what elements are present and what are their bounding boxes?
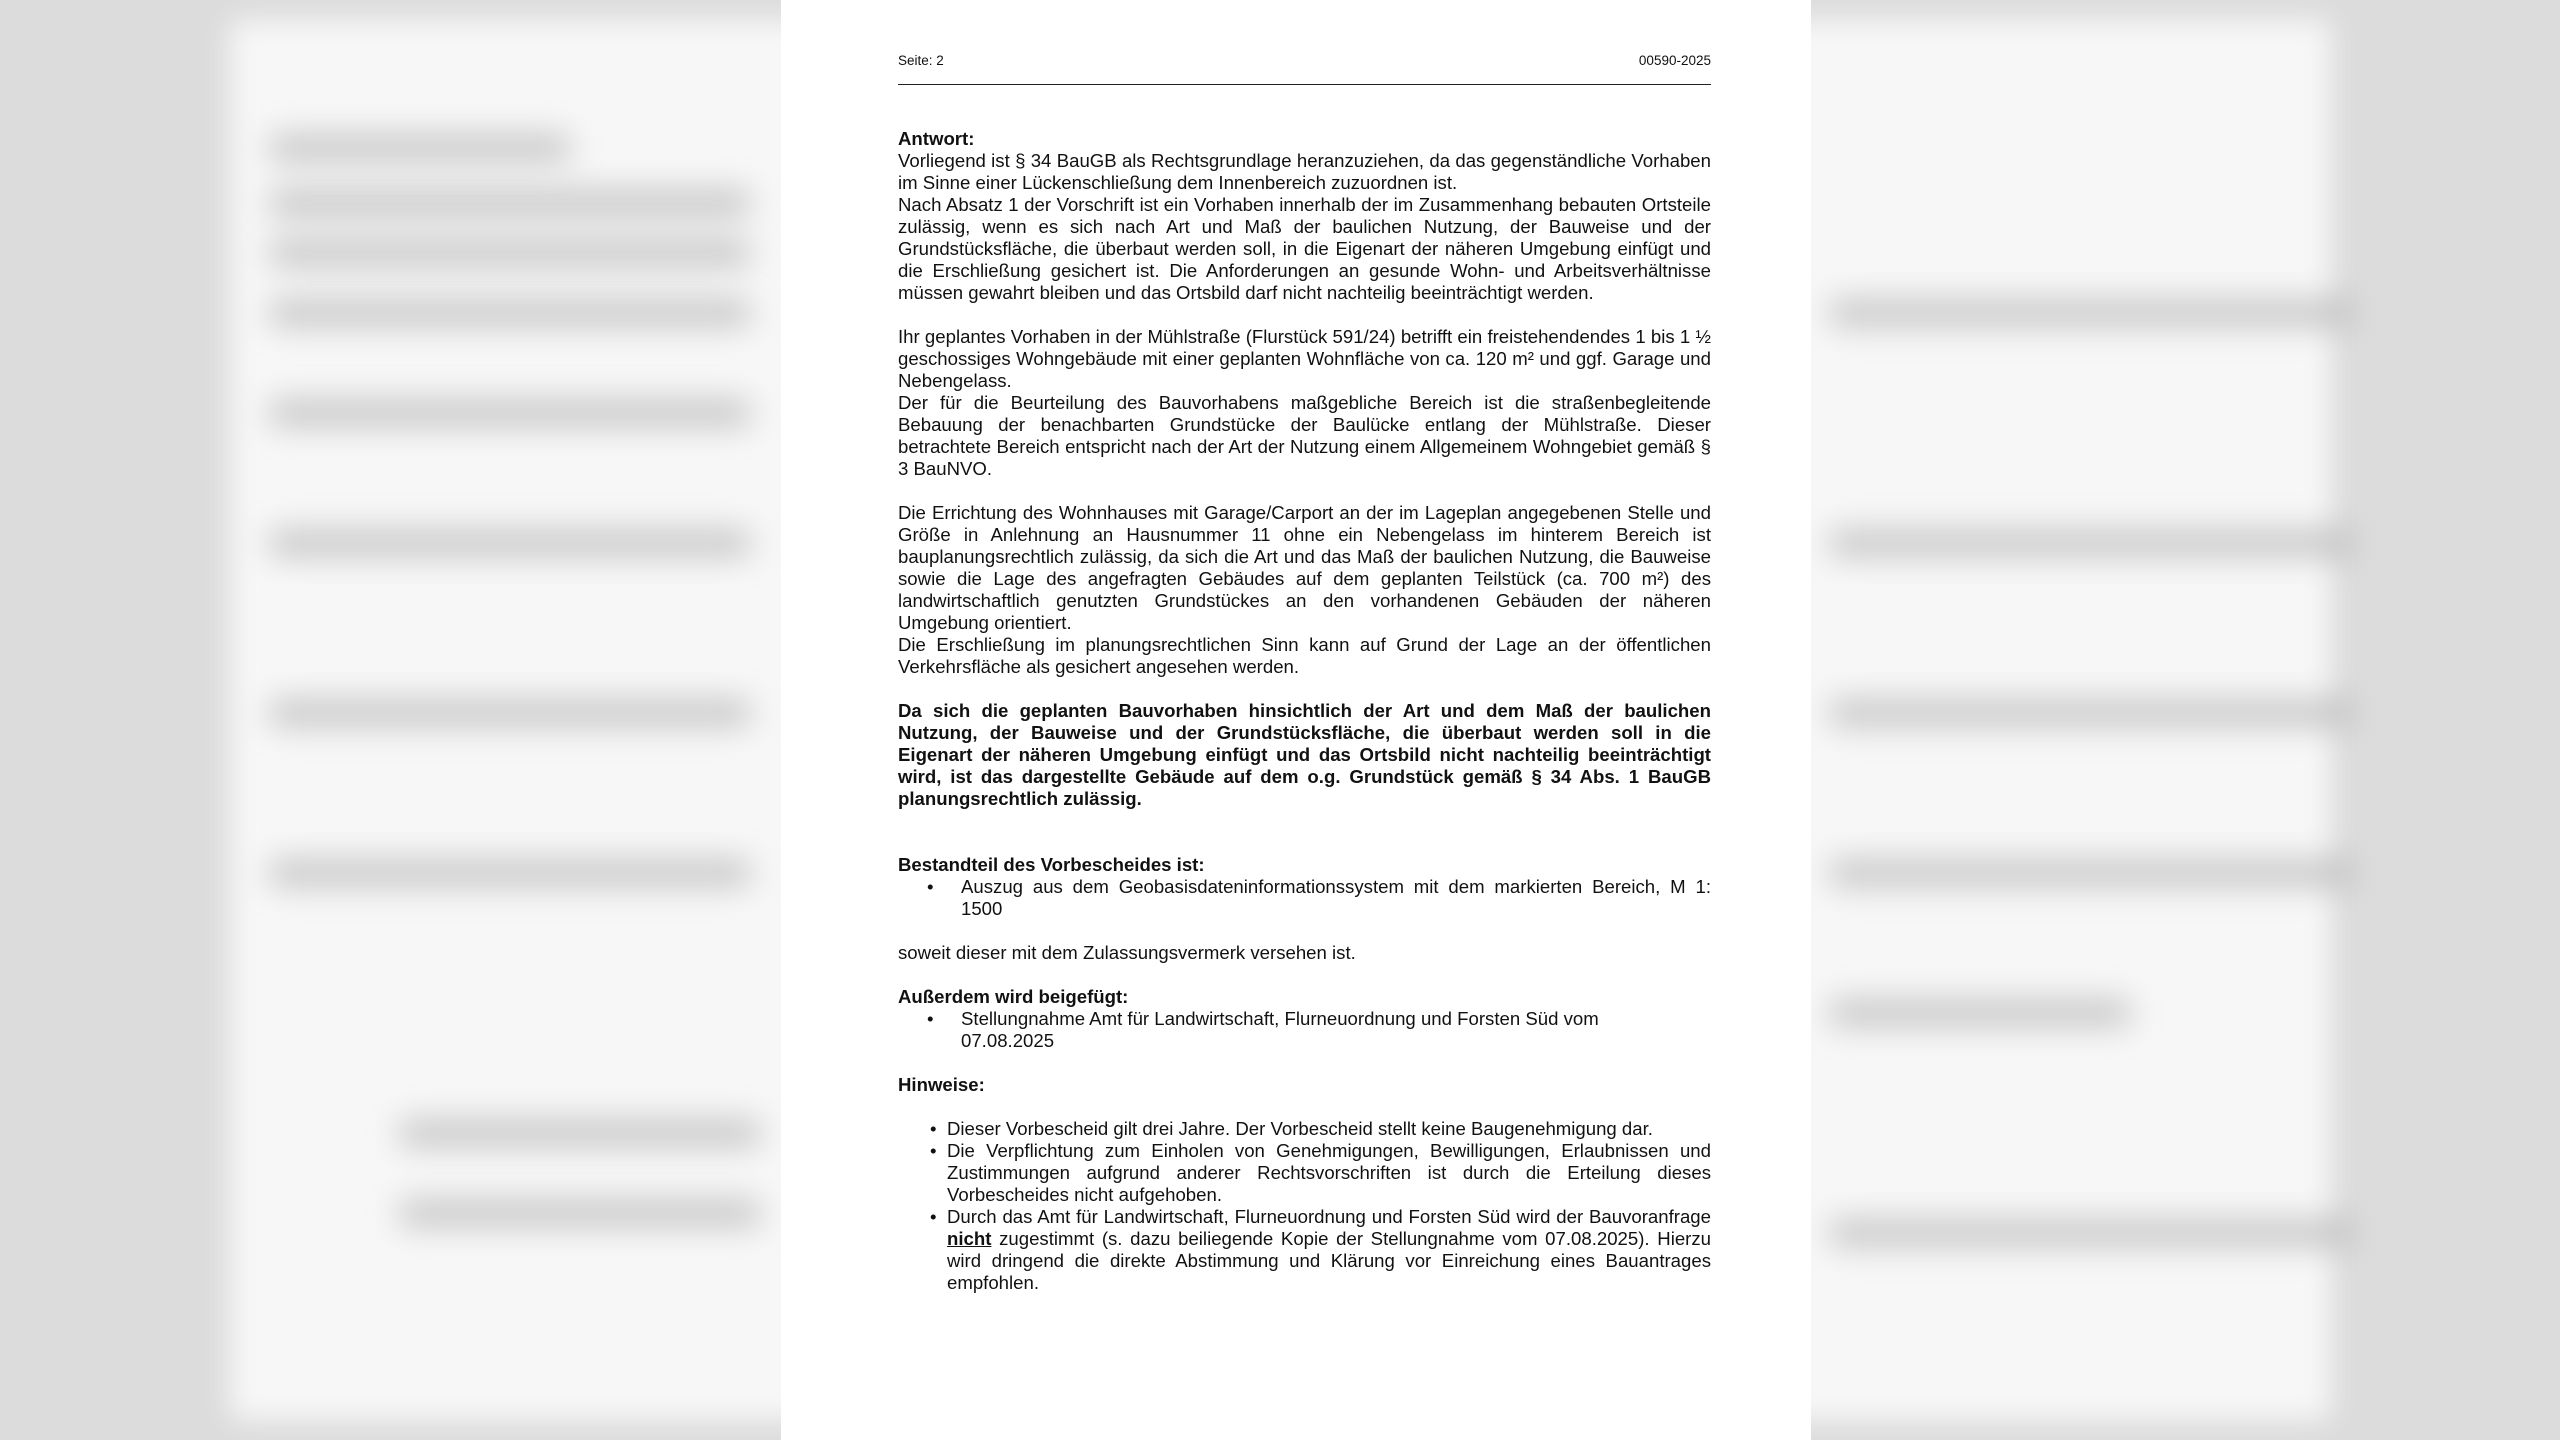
blur-line	[270, 700, 750, 726]
answer-paragraph: Ihr geplantes Vorhaben in der Mühlstraße (Flurstück 591/24) betrifft ein freistehendendes 1 bis 1 ½ geschossiges Wohngebäude mit einer geplanten Wohnfläche von ca. 120 m² und ggf. Garage und Nebengelass.	[898, 326, 1711, 391]
page-number-label: Seite: 2	[898, 53, 944, 68]
bestandteil-heading: Bestandteil des Vorbescheides ist:	[898, 854, 1205, 875]
document-body	[898, 128, 1711, 1294]
hinweis-text: zugestimmt (s. dazu beiliegende Kopie der Stellungnahme vom 07.08.2025). Hierzu wird dringend die direkte Abstimmung und Klärung vor Einreichung eines Bauantrages empfohlen.	[947, 1228, 1711, 1293]
document-page	[781, 0, 1811, 1440]
bestandteil-list	[898, 876, 1711, 920]
beigefuegt-list	[898, 1008, 1711, 1052]
emphasis-nicht: nicht	[947, 1228, 992, 1249]
blur-line	[1830, 700, 2350, 726]
list-item	[898, 1206, 1711, 1294]
document-number: 00590-2025	[1638, 53, 1711, 68]
hinweise-list	[898, 1118, 1711, 1294]
blur-line	[1830, 1000, 2130, 1026]
blur-line	[400, 1120, 760, 1146]
blur-line	[1830, 300, 2350, 326]
page-header	[898, 50, 1711, 85]
list-item: • Stellungnahme Amt für Landwirtschaft, Flurneuordnung und Forsten Süd vom 07.08.2025	[898, 1008, 1711, 1052]
beigefuegt-heading: Außerdem wird beigefügt:	[898, 986, 1129, 1007]
blur-line	[270, 400, 750, 426]
hinweis-text: Durch das Amt für Landwirtschaft, Flurneuordnung und Forsten Süd wird der Bauvoranfrage	[947, 1206, 1711, 1227]
blur-line	[1830, 1220, 2350, 1246]
blur-line	[270, 860, 750, 886]
blur-line	[400, 1200, 760, 1226]
blur-line	[270, 530, 750, 556]
answer-paragraph: Vorliegend ist § 34 BauGB als Rechtsgrundlage heranzuziehen, da das gegenständliche Vorhaben im Sinne einer Lückenschließung dem Innenbereich zuzuordnen ist.	[898, 150, 1711, 193]
list-item: • Auszug aus dem Geobasisdateninformationssystem mit dem markierten Bereich, M 1: 1500	[898, 876, 1711, 920]
answer-paragraph: Nach Absatz 1 der Vorschrift ist ein Vorhaben innerhalb der im Zusammenhang bebauten Ortsteile zulässig, wenn es sich nach Art und Maß der baulichen Nutzung, der Bauweise und der Grundstücksfläche, die überbaut werden soll, in die Eigenart der näheren Umgebung einfügt und die Erschließung gesichert ist. Die Anforderungen an gesunde Wohn- und Arbeitsverhältnisse müssen gewahrt bleiben und das Ortsbild darf nicht nachteilig beeinträchtigt werden.	[898, 194, 1711, 303]
answer-paragraph: Die Errichtung des Wohnhauses mit Garage/Carport an der im Lageplan angegebenen Stelle und Größe in Anlehnung an Hausnummer 11 ohne ein Nebengelass im hinterem Bereich ist bauplanungsrechtlich zulässig, da sich die Art und das Maß der baulichen Nutzung, die Bauweise sowie die Lage des angefragten Gebäudes auf dem geplanten Teilstück (ca. 700 m²) des landwirtschaftlich genutzten Grundstückes an den vorhandenen Gebäuden der näheren Umgebung orientiert.	[898, 502, 1711, 633]
blur-line	[1830, 860, 2350, 886]
bestandteil-note: soweit dieser mit dem Zulassungsvermerk versehen ist.	[898, 942, 1356, 963]
hinweise-heading: Hinweise:	[898, 1074, 985, 1095]
list-item: • Die Verpflichtung zum Einholen von Genehmigungen, Bewilligungen, Erlaubnissen und Zustimmungen aufgrund anderer Rechtsvorschriften ist durch die Erteilung dieses Vorbescheides nicht aufgehoben.	[898, 1140, 1711, 1206]
blur-line	[270, 300, 750, 326]
answer-paragraph: Der für die Beurteilung des Bauvorhabens maßgebliche Bereich ist die straßenbegleitende Bebauung der benachbarten Grundstücke der Baulücke entlang der Mühlstraße. Dieser betrachtete Bereich entspricht nach der Art der Nutzung einem Allgemeinem Wohngebiet gemäß § 3 BauNVO.	[898, 392, 1711, 479]
blur-line	[270, 190, 750, 216]
answer-heading: Antwort:	[898, 128, 975, 149]
list-item: • Dieser Vorbescheid gilt drei Jahre. Der Vorbescheid stellt keine Baugenehmigung dar.	[898, 1118, 1711, 1140]
answer-paragraph: Die Erschließung im planungsrechtlichen Sinn kann auf Grund der Lage an der öffentlichen Verkehrsfläche als gesichert angesehen werden.	[898, 634, 1711, 677]
blur-line	[270, 240, 750, 266]
blur-line	[1830, 530, 2350, 556]
blur-line	[270, 135, 570, 161]
conclusion-paragraph: Da sich die geplanten Bauvorhaben hinsichtlich der Art und dem Maß der baulichen Nutzung, der Bauweise und der Grundstücksfläche, die überbaut werden soll in die Eigenart der näheren Umgebung einfügt und das Ortsbild nicht nachteilig beeinträchtigt wird, ist das dargestellte Gebäude auf dem o.g. Grundstück gemäß § 34 Abs. 1 BauGB planungsrechtlich zulässig.	[898, 700, 1711, 809]
